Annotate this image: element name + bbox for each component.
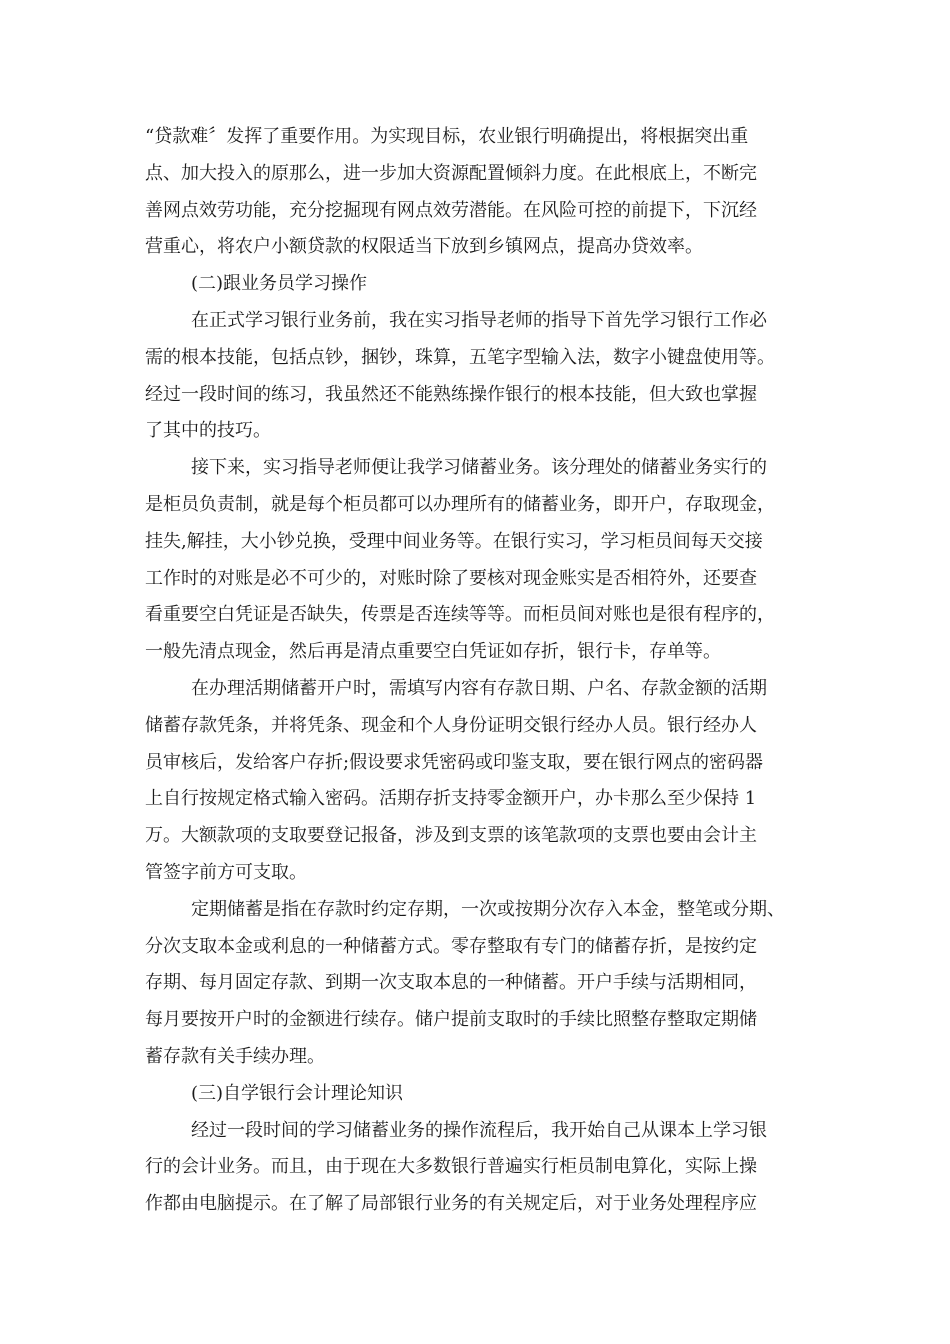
document-body (145, 119, 845, 1223)
text-line: 蓄存款有关手续办理。 (145, 1045, 325, 1067)
paragraph-start-line: 接下来，实习指导老师便让我学习储蓄业务。该分理处的储蓄业务实行的 (191, 457, 767, 479)
paragraph-start-line: (二)跟业务员学习操作 (191, 273, 368, 295)
text-line: 看重要空白凭证是否缺失，传票是否连续等等。而柜员间对账也是很有程序的， (145, 604, 775, 626)
text-line: 点、加大投入的原那么，进一步加大资源配置倾斜力度。在此根底上，不断完 (145, 162, 757, 184)
text-line: 万。大额款项的支取要登记报备，涉及到支票的该笔款项的支票也要由会计主 (145, 825, 757, 847)
text-line: 挂失,解挂，大小钞兑换，受理中间业务等。在银行实习，学习柜员间每天交接 (145, 530, 763, 552)
text-line: 营重心，将农户小额贷款的权限适当下放到乡镇网点，提高办贷效率。 (145, 236, 703, 258)
text-line: 行的会计业务。而且，由于现在大多数银行普遍实行柜员制电算化，实际上操 (145, 1156, 757, 1178)
text-line: 一般先清点现金，然后再是清点重要空白凭证如存折，银行卡，存单等。 (145, 641, 721, 663)
text-line: 员审核后，发给客户存折;假设要求凭密码或印鉴支取，要在银行网点的密码器 (145, 751, 764, 773)
text-line: 需的根本技能，包括点钞，捆钞，珠算，五笔字型输入法，数字小键盘使用等。 (145, 346, 775, 368)
text-line: 存期、每月固定存款、到期一次支取本息的一种储蓄。开户手续与活期相同， (145, 972, 757, 994)
paragraph-start-line: 定期储蓄是指在存款时约定存期，一次或按期分次存入本金，整笔或分期、 (191, 898, 785, 920)
text-line: 分次支取本金或利息的一种储蓄方式。零存整取有专门的储蓄存折，是按约定 (145, 935, 757, 957)
text-line: 每月要按开户时的金额进行续存。储户提前支取时的手续比照整存整取定期储 (145, 1009, 757, 1031)
text-line: 工作时的对账是必不可少的，对账时除了要核对现金账实是否相符外，还要查 (145, 567, 757, 589)
text-line: 作都由电脑提示。在了解了局部银行业务的有关规定后，对于业务处理程序应 (145, 1193, 757, 1215)
text-line: 是柜员负责制，就是每个柜员都可以办理所有的储蓄业务，即开户，存取现金， (145, 493, 775, 515)
text-line: 经过一段时间的练习，我虽然还不能熟练操作银行的根本技能，但大致也掌握 (145, 383, 757, 405)
text-line: “贷款难〞发挥了重要作用。为实现目标，农业银行明确提出，将根据突出重 (145, 126, 749, 147)
text-line: 了其中的技巧。 (145, 420, 271, 442)
paragraph-start-line: 在正式学习银行业务前，我在实习指导老师的指导下首先学习银行工作必 (191, 309, 767, 331)
text-line: 善网点效劳功能，充分挖掘现有网点效劳潜能。在风险可控的前提下，下沉经 (145, 199, 757, 221)
text-line: 管签字前方可支取。 (145, 861, 307, 883)
paragraph-start-line: (三)自学银行会计理论知识 (191, 1082, 404, 1104)
text-line: 上自行按规定格式输入密码。活期存折支持零金额开户，办卡那么至少保持 1 (145, 788, 757, 810)
paragraph-start-line: 在办理活期储蓄开户时，需填写内容有存款日期、户名、存款金额的活期 (191, 677, 767, 699)
paragraph-start-line: 经过一段时间的学习储蓄业务的操作流程后，我开始自己从课本上学习银 (191, 1119, 767, 1141)
text-line: 储蓄存款凭条，并将凭条、现金和个人身份证明交银行经办人员。银行经办人 (145, 714, 757, 736)
